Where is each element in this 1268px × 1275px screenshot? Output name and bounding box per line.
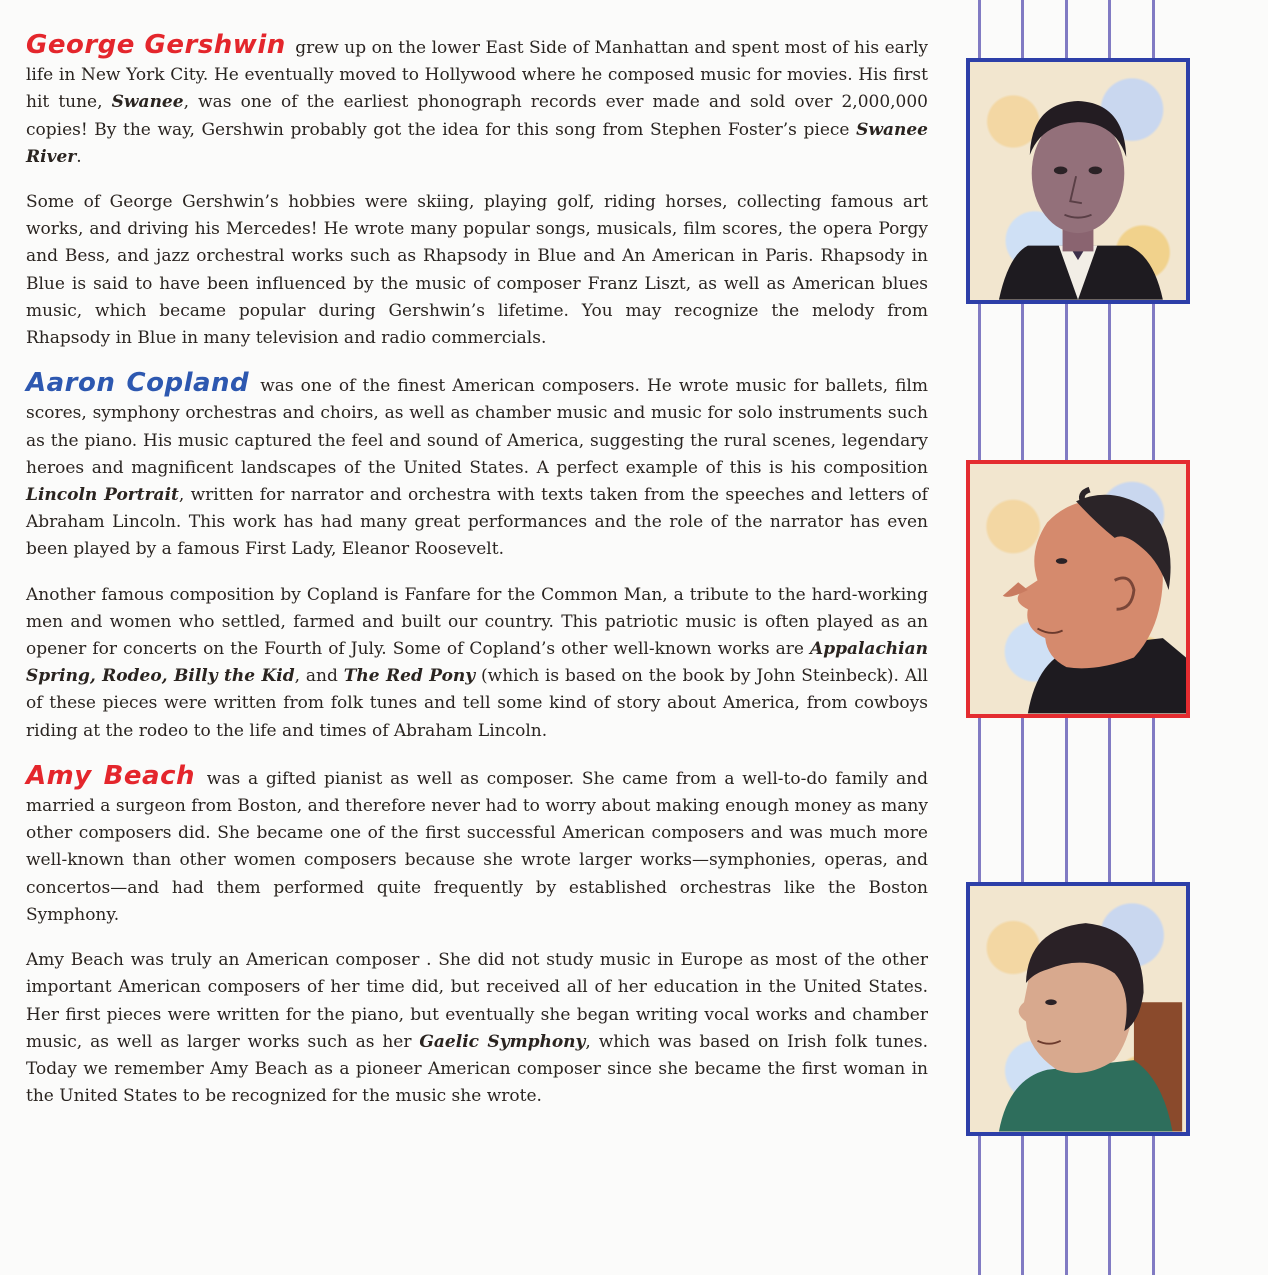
gershwin-heading: George Gershwin — [26, 30, 286, 60]
beach-portrait — [966, 882, 1190, 1136]
copland-paragraph-2: Another famous composition by Copland is Fanfare for the Common Man, a tribute to the hard-working men and women who settled, farmed and built our country. This patriotic music is often played as an opener for concerts on the Fourth of July. Some of Copland’s other well-known works are Appalachian Spring, Rodeo, Billy the Kid, and The Red Pony (which is based on the book by John Steinbeck). All of these pieces were written from folk tunes and tell some kind of story about America, from cowboys riding at the rodeo to the life and times of Abraham Lincoln. — [26, 584, 928, 741]
copland-section — [26, 370, 928, 745]
beach-heading: Amy Beach — [26, 760, 195, 791]
copland-paragraph-1: Aaron Copland was one of the finest American composers. He wrote music for ballets, film scores, symphony orchestras and choirs, as well as chamber music and music for solo instruments such as the piano. His music captured the feel and sound of America, suggesting the rural scenes, legendary heroes and magnificent landscapes of the United States. A perfect example of this is his composition Lincoln Portrait, written for narrator and orchestra with texts taken from the speeches and letters of Abraham Lincoln. This work has had many great performances and the role of the narrator has even been played by a famous First Lady, Eleanor Roosevelt. — [26, 368, 928, 560]
copland-heading: Aaron Copland — [26, 368, 250, 399]
article-text — [26, 32, 928, 1128]
copland-works-titles: Appalachian Spring, Rodeo, Billy the Kid — [26, 639, 928, 687]
gershwin-paragraph-2: Some of George Gershwin’s hobbies were skiing, playing golf, riding horses, collecting famous art works, and driving his Mercedes! He wrote many popular songs, musicals, film scores, the opera Porgy and Bess, and jazz orchestral works such as Rhapsody in Blue and An American in Paris. Rhapsody in Blue is said to have been influenced by the music of composer Franz Liszt, as well as American blues music, which became popular during Gershwin’s lifetime. You may recognize the melody from Rhapsody in Blue in many television and radio commercials. — [26, 192, 928, 349]
beach-section — [26, 760, 928, 1110]
gershwin-portrait — [966, 58, 1190, 304]
beach-paragraph-1: Amy Beach was a gifted pianist as well as composer. She came from a well-to-do family and married a surgeon from Boston, and therefore never had to worry about making enough money as many other composers did. She became one of the first successful American composers and was much more well-known than other women composers because she wrote larger works—symphonies, operas, and concertos—and had them performed quite frequently by established orchestras like the Boston Symphony. — [26, 760, 928, 925]
swanee-title: Swanee — [111, 92, 184, 113]
copland-portrait — [966, 460, 1190, 718]
gershwin-section — [26, 32, 928, 352]
gershwin-paragraph-1: George Gershwin grew up on the lower East Side of Manhattan and spent most of his early life in New York City. He eventually moved to Hollywood where he composed music for movies. His first hit tune, Swanee, was one of the earliest phonograph records ever made and sold over 2,000,000 copies! By the way, Gershwin probably got the idea for this song from Stephen Foster’s piece Swanee River. — [26, 30, 928, 167]
swanee-river-title: Swanee River — [26, 119, 928, 167]
lincoln-portrait-title: Lincoln Portrait — [26, 485, 179, 506]
gaelic-symphony-title: Gaelic Symphony — [419, 1031, 586, 1052]
beach-paragraph-2: Amy Beach was truly an American composer . She did not study music in Europe as most of the other important American composers of her time did, but received all of her education in the United States. Her first pieces were written for the piano, but eventually she began writing vocal works and chamber music, as well as larger works such as her Gaelic Symphony, which was based on Irish folk tunes. Today we remember Amy Beach as a pioneer American composer since she became the first woman in the United States to be recognized for the music she wrote. — [26, 950, 928, 1107]
red-pony-title: The Red Pony — [343, 666, 476, 687]
